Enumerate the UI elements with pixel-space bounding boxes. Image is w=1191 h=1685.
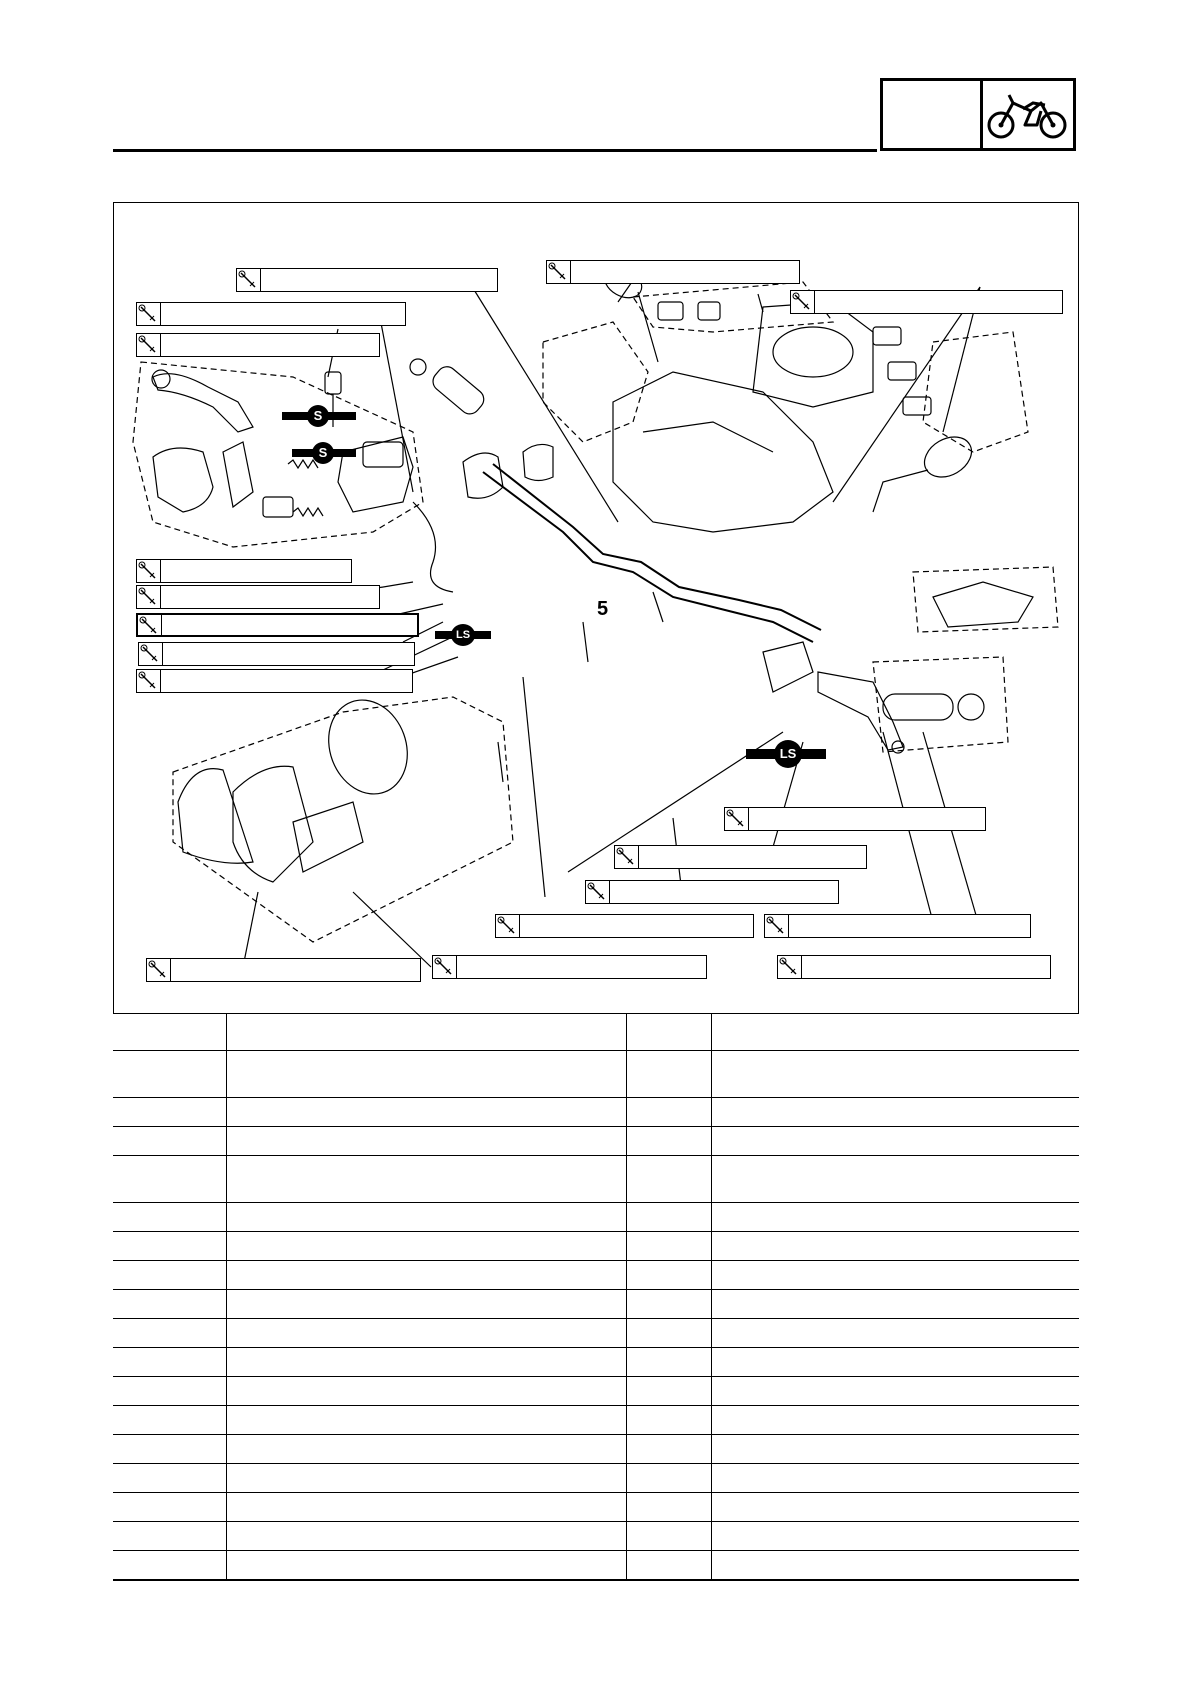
torque-spec-16 [146,958,421,982]
table-cell-c3 [626,1127,711,1156]
table-cell-c2 [226,1290,626,1319]
headlight-group-outline [173,697,513,942]
table-cell-c4 [711,1551,1079,1580]
table-cell-c3 [626,1551,711,1580]
table-cell-c4 [711,1348,1079,1377]
table-cell-c2 [226,1232,626,1261]
table-cell-c1 [113,1435,226,1464]
motorcycle-icon [983,81,1073,148]
table-cell-c1 [113,1522,226,1551]
torque-wrench-icon [138,615,162,635]
table-cell-c3 [626,1232,711,1261]
indicator-group-outline [923,332,1028,452]
table-cell-c2 [226,1319,626,1348]
table-cell-c3 [626,1464,711,1493]
table-cell-c1 [113,1051,226,1098]
table-row [113,1098,1079,1127]
windscreen [178,769,253,864]
table-cell-c2 [226,1522,626,1551]
table-cell-c3 [626,1290,711,1319]
table-cell-c4 [711,1127,1079,1156]
table-cell-c3 [626,1377,711,1406]
table-cell-c1 [113,1232,226,1261]
torque-wrench-icon [137,670,161,692]
torque-wrench-icon [725,808,749,830]
torque-spec-11 [724,807,986,831]
table-cell-c2 [226,1406,626,1435]
lubricant-ls-symbol-left: LS [435,624,491,646]
torque-wrench-icon [137,586,161,608]
table-cell-c3 [626,1406,711,1435]
table-cell-c1 [113,1348,226,1377]
headlight [316,689,420,805]
handlebar-holder-left [463,453,503,498]
table-cell-c4 [711,1051,1079,1098]
table-cell-c3 [626,1319,711,1348]
table-row [113,1127,1079,1156]
table-cell-c4 [711,1493,1079,1522]
table-cell-c2 [226,1156,626,1203]
table-row [113,1156,1079,1203]
handlebar [483,472,813,642]
table-cell-c3 [626,1014,711,1051]
torque-wrench-icon [147,959,171,981]
torque-wrench-icon [137,303,161,325]
table-row [113,1232,1079,1261]
right-lever [818,672,903,750]
header-rule [113,149,877,152]
torque-spec-2 [546,260,800,284]
torque-spec-10 [136,669,413,693]
torque-spec-7 [136,585,380,609]
table-cell-c1 [113,1493,226,1522]
torque-spec-4 [136,302,406,326]
table-row [113,1290,1079,1319]
table-row [113,1014,1079,1051]
upper-cowl [613,372,833,532]
table-cell-c4 [711,1098,1079,1127]
table-row [113,1551,1079,1580]
table-cell-c1 [113,1464,226,1493]
torque-wrench-icon [765,915,789,937]
torque-spec-12 [614,845,867,869]
table-cell-c1 [113,1377,226,1406]
torque-wrench-icon [586,881,610,903]
throttle-grip [429,363,488,418]
torque-wrench-icon [791,291,815,313]
table-cell-c3 [626,1493,711,1522]
table-cell-c4 [711,1377,1079,1406]
torque-wrench-icon [496,915,520,937]
table-cell-c4 [711,1435,1079,1464]
table-cell-c4 [711,1203,1079,1232]
table-row [113,1522,1079,1551]
table-cell-c4 [711,1261,1079,1290]
table-cell-c1 [113,1203,226,1232]
table-row [113,1493,1079,1522]
table-cell-c4 [711,1232,1079,1261]
table-cell-c2 [226,1098,626,1127]
torque-spec-17 [432,955,707,979]
grip-group-outline [543,322,648,442]
left-lever [153,374,253,432]
right-grip [883,694,953,720]
parts-table [113,1013,1079,1581]
table-cell-c1 [113,1156,226,1203]
table-cell-c4 [711,1406,1079,1435]
table-row [113,1377,1079,1406]
right-switch [933,582,1033,627]
torque-spec-6 [136,559,352,583]
table-cell-c4 [711,1290,1079,1319]
table-cell-c4 [711,1319,1079,1348]
table-row [113,1464,1079,1493]
table-row [113,1051,1079,1098]
torque-spec-13 [585,880,839,904]
clutch-cable [413,502,453,592]
table-row [113,1203,1079,1232]
left-switch-group-outline [133,362,423,547]
table-row [113,1261,1079,1290]
table-cell-c4 [711,1522,1079,1551]
table-cell-c3 [626,1203,711,1232]
lubricant-s-symbol-lower: S [292,442,356,464]
table-cell-c1 [113,1098,226,1127]
table-cell-c2 [226,1261,626,1290]
left-switch-housing [153,448,213,512]
table-cell-c1 [113,1127,226,1156]
torque-spec-3 [790,290,1063,314]
table-cell-c2 [226,1348,626,1377]
torque-spec-15 [764,914,1031,938]
torque-wrench-icon [237,269,261,291]
table-cell-c1 [113,1319,226,1348]
torque-wrench-icon [433,956,457,978]
torque-spec-14 [495,914,754,938]
torque-spec-18 [777,955,1051,979]
left-lever-outline [873,657,1008,752]
table-cell-c3 [626,1435,711,1464]
table-cell-c1 [113,1014,226,1051]
torque-wrench-icon [547,261,571,283]
table-row [113,1319,1079,1348]
table-cell-c3 [626,1261,711,1290]
table-cell-c1 [113,1551,226,1580]
table-cell-c4 [711,1014,1079,1051]
table-row [113,1435,1079,1464]
table-cell-c3 [626,1348,711,1377]
table-cell-c2 [226,1014,626,1051]
table-cell-c2 [226,1551,626,1580]
right-mirror [917,429,978,485]
torque-spec-8 [136,613,419,637]
section-icon-box [980,78,1076,151]
table-cell-c1 [113,1406,226,1435]
torque-spec-9 [138,642,415,666]
torque-wrench-icon [137,334,161,356]
table-cell-c3 [626,1522,711,1551]
table-cell-c4 [711,1156,1079,1203]
table-row [113,1348,1079,1377]
lubricant-s-symbol-upper: S [282,405,356,427]
table-cell-c2 [226,1203,626,1232]
table-cell-c2 [226,1051,626,1098]
table-cell-c3 [626,1098,711,1127]
meter-cover [753,302,873,407]
callout-5: 5 [597,598,609,620]
table-cell-c3 [626,1051,711,1098]
torque-wrench-icon [778,956,802,978]
table-cell-c4 [711,1464,1079,1493]
table-cell-c2 [226,1464,626,1493]
torque-wrench-icon [615,846,639,868]
torque-spec-1 [236,268,498,292]
table-cell-c1 [113,1290,226,1319]
section-label-box [880,78,983,151]
table-cell-c2 [226,1377,626,1406]
table-cell-c2 [226,1435,626,1464]
torque-wrench-icon [137,560,161,582]
table-cell-c2 [226,1493,626,1522]
table-cell-c2 [226,1127,626,1156]
table-cell-c1 [113,1261,226,1290]
lubricant-ls-symbol-right: LS [746,740,826,768]
table-cell-c3 [626,1156,711,1203]
torque-wrench-icon [139,643,163,665]
torque-spec-5 [136,333,380,357]
table-row [113,1406,1079,1435]
